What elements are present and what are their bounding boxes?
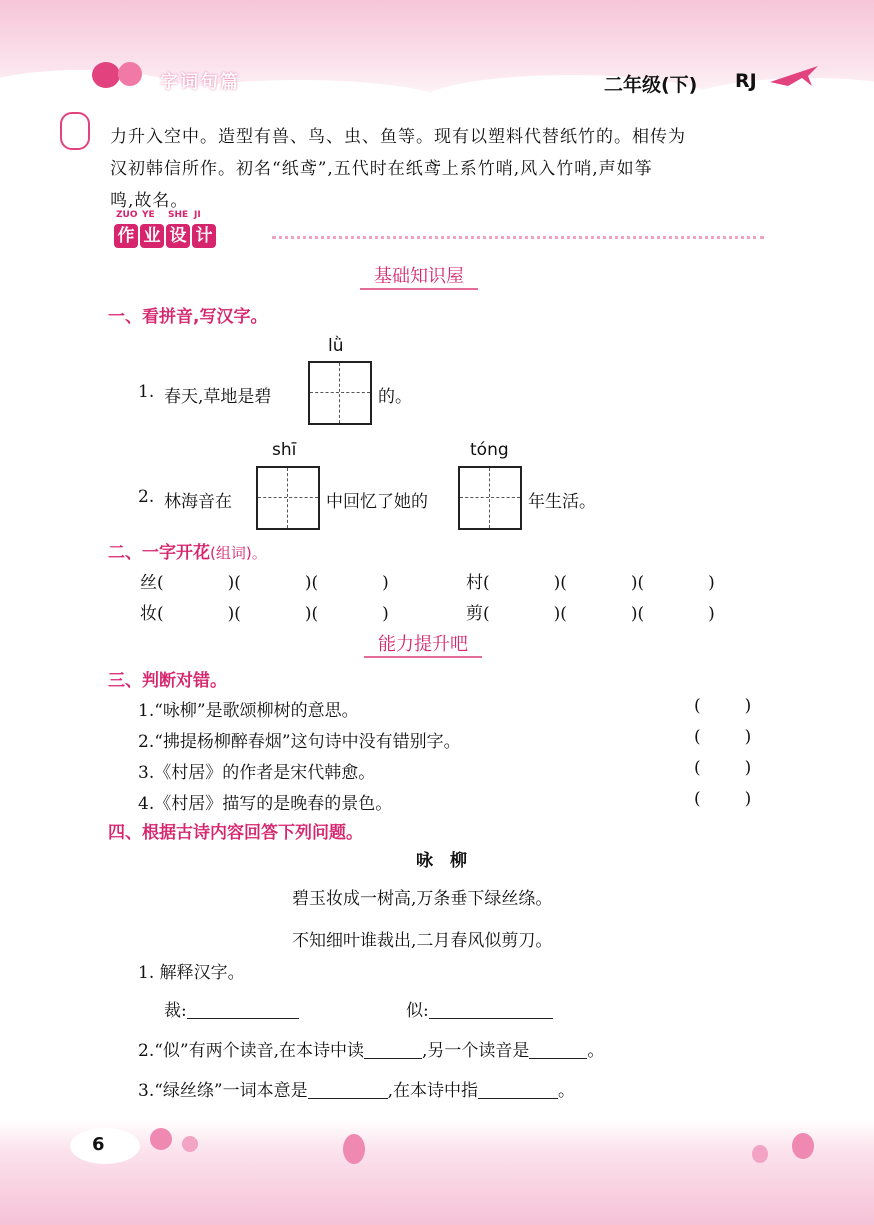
balloon-icon [118, 62, 142, 86]
answer-parens[interactable]: ( ) [694, 758, 752, 778]
q1-item1-num: 1. [138, 382, 155, 402]
airplane-icon [768, 56, 820, 92]
zuoye-title: 作 业 设 计 [114, 224, 218, 248]
pinyin-tong: tóng [470, 440, 509, 460]
word-bloom-row: 丝( )( )( ) [140, 573, 389, 593]
word-bloom-row: 村( )( )( ) [466, 573, 715, 593]
judge-item: 1.“咏柳”是歌颂柳树的意思。 [138, 701, 359, 721]
section-banner-basic: 基础知识屋 [360, 262, 478, 290]
grade-label: 二年级(下) [604, 74, 698, 96]
pinyin-lv: lǜ [328, 336, 344, 356]
q1-item2-before: 林海音在 [164, 492, 232, 512]
judge-item: 2.“拂提杨柳醉春烟”这句诗中没有错别字。 [138, 732, 461, 752]
dotted-divider [272, 236, 764, 239]
q1-item2-after: 年生活。 [528, 492, 596, 512]
intro-line: 鸣,故名。 [110, 191, 189, 211]
intro-line: 汉初韩信所作。初名“纸鸢”,五代时在纸鸢上系竹哨,风入竹哨,声如筝 [110, 159, 653, 179]
writing-box[interactable] [256, 466, 320, 530]
answer-parens[interactable]: ( ) [694, 789, 752, 809]
q1-item2-num: 2. [138, 487, 155, 507]
answer-blank[interactable] [429, 1002, 553, 1019]
poem-line: 碧玉妆成一树高,万条垂下绿丝绦。 [292, 889, 553, 909]
answer-blank[interactable] [364, 1042, 422, 1059]
answer-blank[interactable] [187, 1002, 299, 1019]
tree-icon [150, 1128, 172, 1150]
poem-line: 不知细叶谁裁出,二月春风似剪刀。 [292, 931, 553, 951]
q1-item1-after: 的。 [378, 387, 412, 407]
q4-sub2: 2.“似”有两个读音,在本诗中读 ,另一个读音是 。 [138, 1041, 605, 1061]
word-bloom-row: 妆( )( )( ) [140, 604, 389, 624]
bunny-icon [60, 112, 90, 150]
intro-line: 力升入空中。造型有兽、鸟、虫、鱼等。现有以塑料代替纸竹的。相传为 [110, 127, 686, 147]
q1-item1-before: 春天,草地是碧 [164, 387, 272, 407]
q4-sub3: 3.“绿丝绦”一词本意是 ,在本诗中指 。 [138, 1081, 576, 1101]
footer-cloud [70, 1128, 140, 1164]
tree-icon [792, 1133, 814, 1159]
tree-icon [752, 1145, 768, 1163]
balloon-icon [92, 62, 120, 88]
writing-box[interactable] [308, 361, 372, 425]
answer-parens[interactable]: ( ) [694, 727, 752, 747]
question-3-title: 三、判断对错。 [108, 671, 227, 691]
q1-item2-middle: 中回忆了她的 [326, 492, 428, 512]
section-banner-ability: 能力提升吧 [364, 630, 482, 658]
answer-parens[interactable]: ( ) [694, 696, 752, 716]
writing-box[interactable] [458, 466, 522, 530]
poem-title: 咏 柳 [416, 851, 467, 871]
word-bloom-row: 剪( )( )( ) [466, 604, 715, 624]
q4-word2: 似: [406, 996, 553, 1021]
judge-item: 4.《村居》描写的是晚春的景色。 [138, 794, 393, 814]
question-1-title: 一、看拼音,写汉字。 [108, 307, 268, 327]
answer-blank[interactable] [308, 1082, 388, 1099]
q4-word1: 裁: [164, 996, 299, 1021]
page-number: 6 [92, 1134, 105, 1155]
header-category: 字词句篇 [160, 72, 240, 93]
tree-icon [343, 1134, 365, 1164]
pinyin-shi: shī [272, 440, 297, 460]
edition-label: RJ [735, 70, 757, 92]
question-2-title: 二、一字开花(组词)。 [108, 543, 267, 563]
zuoye-pinyin: ZUO YE SHE JI [116, 210, 201, 220]
answer-blank[interactable] [478, 1082, 558, 1099]
tree-icon [182, 1136, 198, 1152]
q4-sub1: 1. 解释汉字。 [138, 963, 245, 983]
judge-item: 3.《村居》的作者是宋代韩愈。 [138, 763, 376, 783]
question-4-title: 四、根据古诗内容回答下列问题。 [108, 823, 363, 843]
answer-blank[interactable] [529, 1042, 587, 1059]
